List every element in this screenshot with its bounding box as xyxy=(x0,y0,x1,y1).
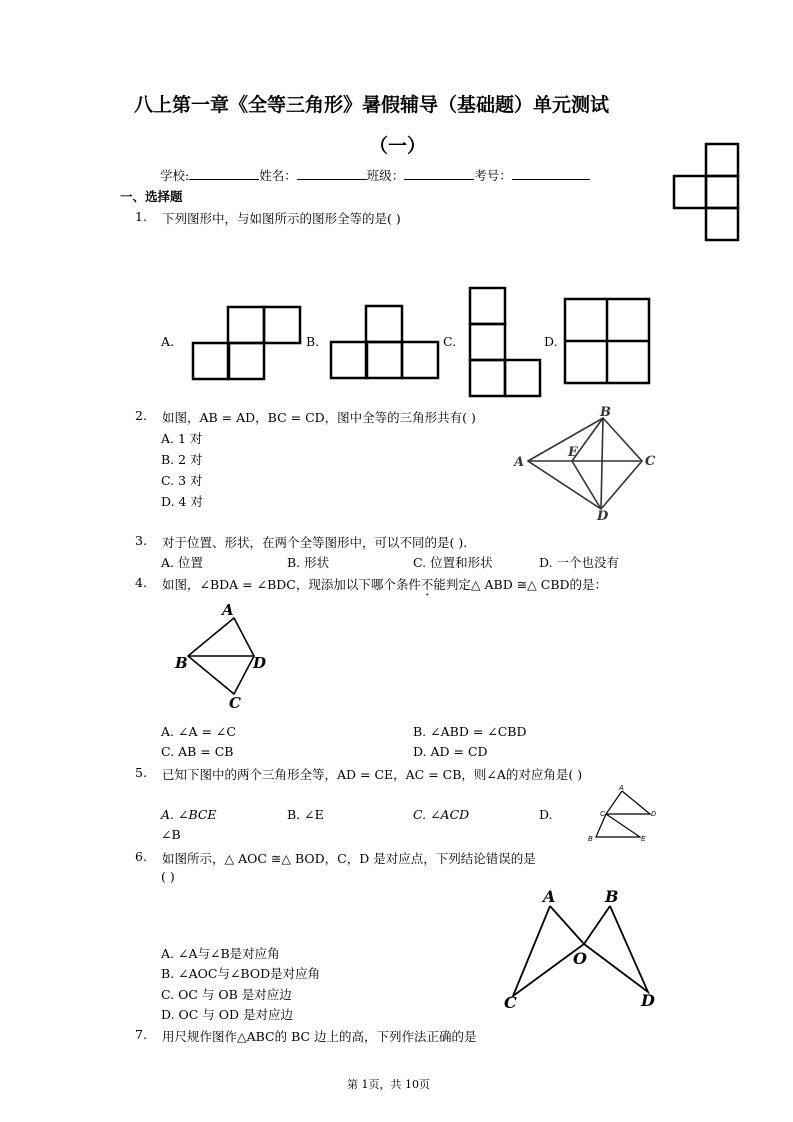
q6-option-a[interactable]: A. ∠A与∠B是对应角 xyxy=(161,946,280,961)
q2-label-b: B xyxy=(600,405,611,420)
q5-option-a[interactable]: A. ∠BCE xyxy=(161,807,217,822)
q5-option-d[interactable]: D. xyxy=(539,807,553,822)
q3-option-b[interactable]: B. 形状 xyxy=(287,555,330,570)
q5-option-d-value: ∠B xyxy=(161,827,181,842)
q6-option-d[interactable]: D. OC 与 OD 是对应边 xyxy=(161,1007,294,1022)
q7-text: 用尺规作图作△ABC的 BC 边上的高，下列作法正确的是 xyxy=(162,1029,477,1044)
q2-option-c[interactable]: C. 3 对 xyxy=(161,473,203,488)
number-field[interactable] xyxy=(512,168,590,180)
q2-figure xyxy=(510,402,660,524)
q1-option-a[interactable]: A. xyxy=(161,334,175,349)
q4-text-b: 能判定△ ABD ≅△ CBD的是： xyxy=(433,577,608,592)
q2-option-b[interactable]: B. 2 对 xyxy=(161,452,203,467)
q4-label-a: A xyxy=(222,601,234,619)
q6-text: 如图所示，△ AOC ≅△ BOD，C，D 是对应点，下列结论错误的是 xyxy=(162,851,536,866)
school-label: 学校: xyxy=(160,168,190,183)
q6-option-c[interactable]: C. OC 与 OB 是对应边 xyxy=(161,987,292,1002)
q5-option-b[interactable]: B. ∠E xyxy=(287,807,324,822)
q4-number: 4. xyxy=(135,575,147,590)
info-line xyxy=(160,166,590,184)
q4-text xyxy=(162,575,607,599)
q5-label-b: B xyxy=(588,836,593,843)
q2-label-e: E xyxy=(568,445,578,460)
q2-text: 如图，AB = AD，BC = CD，图中全等的三角形共有( ) xyxy=(162,410,476,425)
number-label: 考号： xyxy=(474,168,512,183)
page-subtitle: （一） xyxy=(369,135,427,157)
q2-label-d: D xyxy=(597,509,609,524)
q4-option-a[interactable]: A. ∠A = ∠C xyxy=(161,724,236,739)
q4-option-c[interactable]: C. AB = CB xyxy=(161,744,234,759)
q1-figure-d xyxy=(563,297,651,385)
q1-figure-a xyxy=(192,306,302,380)
q6-label-d: D xyxy=(641,991,655,1010)
q3-text: 对于位置、形状，在两个全等图形中，可以不同的是( ). xyxy=(162,535,468,550)
section-title: 一、选择题 xyxy=(120,189,183,204)
q2-option-a[interactable]: A. 1 对 xyxy=(161,431,203,446)
q5-label-d: D xyxy=(651,811,657,818)
q6-number: 6. xyxy=(135,849,147,864)
q4-label-d: D xyxy=(253,654,267,672)
q4-label-c: C xyxy=(229,694,241,712)
q1-reference-figure xyxy=(672,142,742,244)
q5-label-e: E xyxy=(641,836,646,843)
q1-option-c[interactable]: C. xyxy=(443,334,457,349)
q5-text: 已知下图中的两个三角形全等，AD = CE，AC = CB，则∠A的对应角是( ) xyxy=(162,767,583,782)
q1-option-d[interactable]: D. xyxy=(544,334,558,349)
q4-option-b[interactable]: B. ∠ABD = ∠CBD xyxy=(413,724,527,739)
school-field[interactable] xyxy=(189,168,259,180)
q6-label-a: A xyxy=(543,887,556,906)
q5-number: 5. xyxy=(135,765,147,780)
class-field[interactable] xyxy=(404,168,474,180)
q2-option-d[interactable]: D. 4 对 xyxy=(161,494,203,509)
q5-label-c: C xyxy=(600,811,606,818)
q2-label-c: C xyxy=(645,454,656,469)
q3-option-c[interactable]: C. 位置和形状 xyxy=(413,555,493,570)
q1-number: 1. xyxy=(135,209,147,224)
q5-label-a: A xyxy=(619,785,624,792)
q3-number: 3. xyxy=(135,533,147,548)
q2-label-a: A xyxy=(514,455,525,470)
q1-figure-c xyxy=(468,286,544,398)
q4-label-b: B xyxy=(175,654,188,672)
class-label: 班级： xyxy=(366,168,405,183)
q1-figure-b xyxy=(330,304,440,380)
name-field[interactable] xyxy=(297,168,367,180)
q4-text-a: 如图，∠BDA = ∠BDC，现添加以下哪个条件 xyxy=(162,577,421,592)
q3-option-a[interactable]: A. 位置 xyxy=(161,555,203,570)
page-footer: 第 1页，共 10页 xyxy=(347,1078,430,1091)
q6-option-b[interactable]: B. ∠AOC与∠BOD是对应角 xyxy=(161,966,321,981)
q4-option-d[interactable]: D. AD = CD xyxy=(413,744,488,759)
q6-label-b: B xyxy=(605,887,619,906)
q6-label-o: O xyxy=(573,949,587,968)
name-label: 姓名： xyxy=(259,168,297,183)
q5-option-c[interactable]: C. ∠ACD xyxy=(413,807,470,822)
q6-label-c: C xyxy=(504,993,517,1012)
q2-number: 2. xyxy=(135,408,147,423)
q1-option-b[interactable]: B. xyxy=(306,334,320,349)
q1-text: 下列图形中，与如图所示的图形全等的是( ) xyxy=(162,211,401,226)
q5-figure xyxy=(586,784,658,844)
q6-text-paren: ( ) xyxy=(161,869,175,884)
page-title: 八上第一章《全等三角形》暑假辅导（基础题）单元测试 xyxy=(134,94,610,116)
q3-option-d[interactable]: D. 一个也没有 xyxy=(539,555,620,570)
q7-number: 7. xyxy=(135,1027,147,1042)
q4-text-not: 不 xyxy=(420,577,434,592)
q4-figure xyxy=(172,602,272,710)
q6-figure xyxy=(498,884,663,1012)
